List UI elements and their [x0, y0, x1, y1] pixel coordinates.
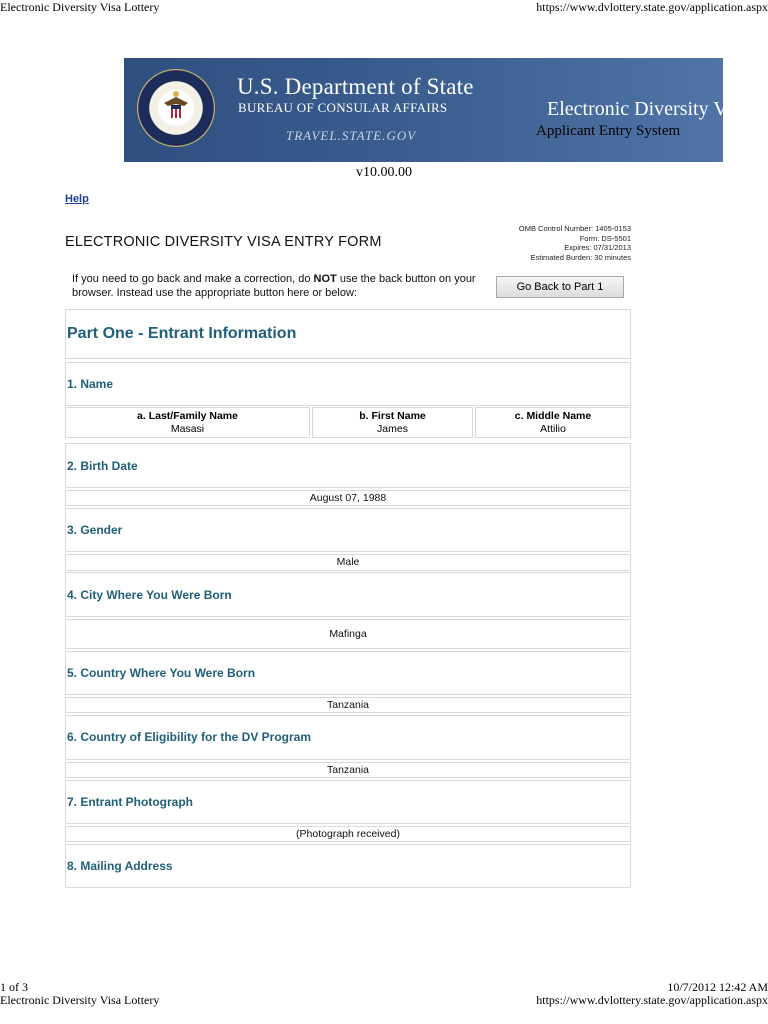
country-born-value: Tanzania	[65, 697, 631, 713]
part-one-heading: Part One - Entrant Information	[67, 325, 297, 342]
gender-heading: 3. Gender	[67, 523, 123, 537]
eligibility-heading: 6. Country of Eligibility for the DV Program	[67, 730, 312, 744]
omb-info	[519, 224, 631, 262]
print-header-title: Electronic Diversity Visa Lottery	[0, 0, 160, 14]
eligibility-section	[65, 715, 631, 760]
eligibility-value: Tanzania	[65, 762, 631, 778]
city-value: Mafinga	[65, 619, 631, 649]
print-datetime: 10/7/2012 12:42 AM	[667, 980, 768, 994]
print-header	[0, 0, 768, 16]
instruction-suffix: use the back button on your browser. Instead use the appropriate button here or below:	[72, 273, 476, 299]
omb-form-number: Form: DS-5501	[579, 233, 631, 243]
last-name-label: a. Last/Family Name	[137, 410, 238, 422]
last-name-value: Masasi	[170, 423, 205, 435]
state-department-banner	[124, 58, 749, 162]
print-footer-url: https://www.dvlottery.state.gov/application.aspx	[536, 993, 768, 1007]
instruction-prefix: If you need to go back and make a correction, do	[72, 273, 314, 285]
first-name-cell	[312, 407, 473, 438]
photo-section	[65, 780, 631, 824]
bureau-title: BUREAU OF CONSULAR AFFAIRS	[238, 100, 448, 115]
print-footer	[0, 980, 768, 1020]
system-title: Electronic Diversity Visa	[547, 98, 749, 120]
instruction-bold: NOT	[313, 273, 337, 285]
gender-section	[65, 508, 631, 552]
go-back-to-part-1-button[interactable]: Go Back to Part 1	[496, 276, 624, 298]
photo-heading: 7. Entrant Photograph	[67, 795, 193, 809]
page-number: 1 of 3	[0, 980, 28, 994]
mailing-section	[65, 844, 631, 888]
birth-date-section	[65, 443, 631, 488]
omb-expires: Expires: 07/31/2013	[564, 243, 631, 253]
middle-name-cell	[475, 407, 631, 438]
country-born-section	[65, 651, 631, 695]
back-instruction	[72, 272, 492, 300]
country-born-heading: 5. Country Where You Were Born	[67, 666, 256, 680]
system-subtitle: Applicant Entry System	[536, 123, 681, 139]
print-footer-title: Electronic Diversity Visa Lottery	[0, 993, 160, 1007]
omb-control-number: OMB Control Number: 1405-0153	[518, 224, 631, 233]
part-one-panel	[65, 309, 631, 359]
mailing-heading: 8. Mailing Address	[67, 859, 173, 873]
version-label: v10.00.00	[356, 165, 412, 180]
first-name-label: b. First Name	[359, 410, 426, 422]
birth-date-heading: 2. Birth Date	[67, 459, 138, 473]
photo-value: (Photograph received)	[65, 826, 631, 842]
travel-state-gov: TRAVEL.STATE.GOV	[286, 128, 417, 143]
birth-date-value: August 07, 1988	[65, 490, 631, 506]
print-header-url: https://www.dvlottery.state.gov/application.aspx	[536, 0, 768, 14]
gender-value: Male	[65, 554, 631, 571]
help-link[interactable]: Help	[65, 193, 89, 205]
name-section	[65, 362, 631, 406]
last-name-cell	[65, 407, 310, 438]
department-of-state-seal-icon	[137, 69, 215, 147]
middle-name-label: c. Middle Name	[514, 410, 592, 422]
name-heading: 1. Name	[67, 377, 114, 391]
form-title: ELECTRONIC DIVERSITY VISA ENTRY FORM	[65, 234, 382, 250]
city-section	[65, 572, 631, 617]
first-name-value: James	[377, 423, 408, 435]
middle-name-value: Attilio	[540, 423, 566, 435]
omb-burden: Estimated Burden: 30 minutes	[530, 252, 631, 262]
city-heading: 4. City Where You Were Born	[67, 588, 232, 602]
department-title: U.S. Department of State	[237, 74, 474, 99]
